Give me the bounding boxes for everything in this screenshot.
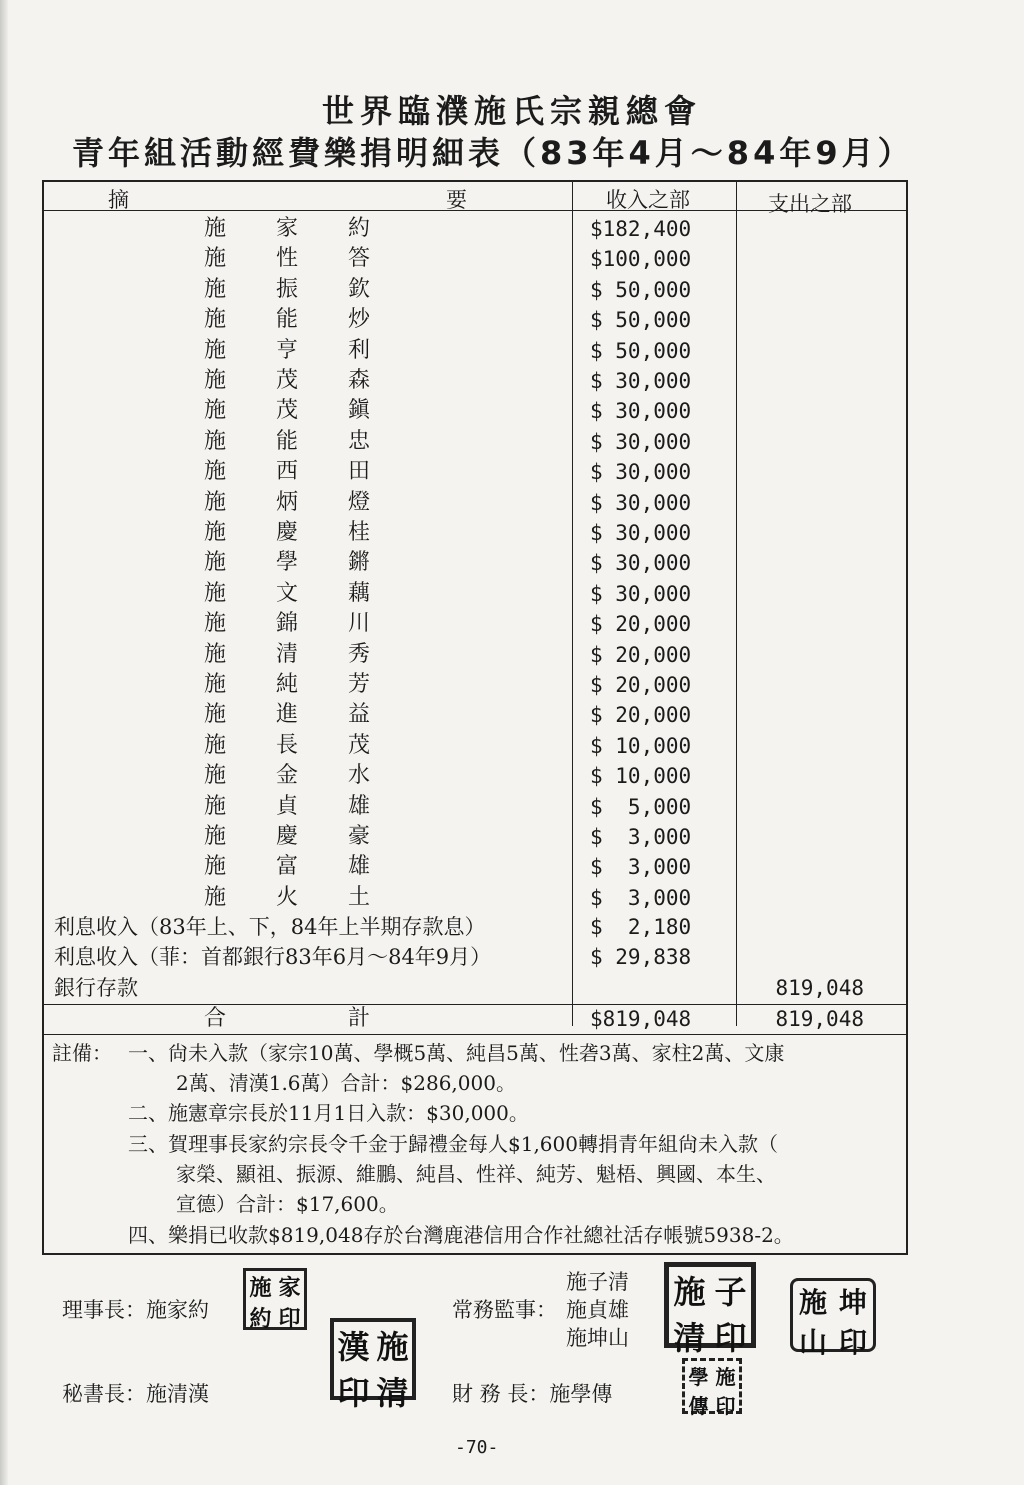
donor-row: [44, 488, 906, 518]
donor-amount: $ 30,000: [590, 521, 692, 545]
donor-name-char: 藕: [347, 580, 370, 606]
donor-name-char: 施: [203, 337, 226, 363]
donor-name-char: 施: [203, 246, 226, 272]
donor-row: [44, 275, 906, 305]
donor-row: [44, 244, 906, 274]
header-summary-left: 摘: [108, 188, 129, 212]
donor-amount: $ 20,000: [590, 642, 692, 667]
donor-name-char: 施: [203, 216, 226, 241]
total-income: $819,048: [590, 1007, 692, 1031]
donor-row: [44, 792, 906, 822]
note-1-line-2: 2萬、清漢1.6萬）合計：$286,000。: [176, 1071, 516, 1095]
donor-row: [44, 731, 906, 761]
donor-amount: $ 5,000: [590, 794, 692, 819]
note-3-line-1: 三、賀理事長家約宗長令千金于歸禮金每人$1,600轉捐青年組尙未入款（: [128, 1132, 778, 1156]
donor-name-char: 施: [203, 672, 226, 697]
donor-name-char: 茂: [275, 398, 298, 424]
donor-name-char: 桂: [347, 520, 370, 545]
donor-amount: $ 50,000: [590, 277, 692, 302]
donor-amount: $ 20,000: [590, 612, 692, 637]
note-2: 二、施憲章宗長於11月1日入款：$30,000。: [128, 1101, 529, 1125]
treasurer-signature: 財 務 長：施學傳: [452, 1382, 613, 1406]
interest-desc-2: 利息收入（菲：首都銀行83年6月～84年9月）: [54, 945, 492, 969]
donor-amount: $ 30,000: [590, 581, 692, 606]
donor-name-char: 貞: [275, 793, 298, 819]
donor-name-char: 答: [347, 246, 370, 272]
header-income: 收入之部: [606, 188, 690, 212]
donor-name-char: 秀: [347, 641, 370, 667]
donor-name-char: 忠: [347, 428, 370, 454]
donor-row: [44, 305, 906, 335]
donor-name-char: 金: [275, 763, 298, 789]
donor-name-char: 施: [203, 611, 226, 637]
secretary-seal-stamp: 漢 施 印 清: [330, 1318, 416, 1400]
donor-name-char: 施: [203, 489, 226, 515]
donor-name-char: 錦: [275, 611, 298, 637]
note-4: 四、樂捐已收款$819,048存於台灣鹿港信用合作社總社活存帳號5938-2。: [128, 1223, 794, 1247]
donor-name-char: 施: [203, 793, 226, 819]
supervisor-seal-stamp-2: 施 坤 山 印: [790, 1278, 876, 1352]
donor-name-char: 茂: [275, 368, 298, 393]
donor-name-char: 燈: [347, 489, 370, 515]
document-title: 世界臨濮施氏宗親總會: [321, 92, 702, 130]
note-1-line-1: 一、尙未入款（家宗10萬、學概5萬、純昌5萬、性砻3萬、家柱2萬、文康: [128, 1041, 785, 1065]
total-row: [44, 1004, 906, 1034]
donor-name-char: 慶: [275, 520, 298, 545]
donor-name-char: 亨: [275, 337, 298, 363]
donor-amount: $ 30,000: [590, 369, 692, 393]
donor-name-char: 施: [203, 520, 226, 545]
donor-name-char: 施: [203, 428, 226, 454]
donor-name-char: 炳: [275, 489, 298, 515]
chairman-signature: 理事長：施家約: [62, 1298, 209, 1322]
donor-row: [44, 852, 906, 882]
donor-amount: $ 50,000: [590, 338, 692, 363]
total-expense: 819,048: [775, 1007, 864, 1031]
donor-amount: $ 50,000: [590, 308, 692, 333]
supervisor-name-1: 施子清: [566, 1270, 629, 1294]
donor-row: [44, 548, 906, 578]
donor-name-char: 施: [203, 398, 226, 424]
note-3-line-3: 宣德）合計：$17,600。: [176, 1192, 399, 1216]
donor-name-char: 施: [203, 884, 226, 910]
donor-name-char: 鏘: [347, 550, 370, 576]
donor-name-char: 施: [203, 550, 226, 576]
donor-name-char: 施: [203, 459, 226, 485]
donor-name-char: 利: [347, 337, 370, 363]
donor-amount: $100,000: [590, 247, 692, 272]
donor-name-char: 文: [275, 580, 298, 606]
donor-name-char: 施: [203, 854, 226, 880]
donor-amount: $ 30,000: [590, 429, 692, 454]
donor-name-char: 施: [203, 824, 226, 849]
donor-row: [44, 670, 906, 700]
donor-name-char: 施: [203, 702, 226, 728]
interest-amount-2: $ 29,838: [590, 945, 692, 969]
interest-desc-1: 利息收入（83年上、下，84年上半期存款息）: [54, 915, 486, 939]
bank-row: [44, 973, 906, 1003]
donor-row: [44, 366, 906, 396]
secretary-signature: 秘書長：施清漢: [62, 1382, 209, 1406]
donor-amount: $ 3,000: [590, 825, 692, 849]
donor-amount: $ 3,000: [590, 885, 692, 910]
donor-row: [44, 457, 906, 487]
total-label-left: 合: [203, 1006, 226, 1031]
donor-name-char: 豪: [347, 824, 370, 849]
donor-name-char: 長: [275, 732, 298, 758]
donor-name-char: 純: [275, 672, 298, 697]
donor-amount: $ 30,000: [590, 399, 692, 424]
bank-desc: 銀行存款: [54, 976, 138, 1000]
donor-name-char: 振: [275, 276, 298, 302]
chairman-seal-stamp: 施 家 約 印: [243, 1268, 307, 1330]
supervisor-name-2: 施貞雄: [566, 1298, 629, 1322]
page-number: -70-: [455, 1437, 499, 1458]
donor-name-char: 進: [275, 702, 298, 728]
donor-name-char: 雄: [347, 793, 370, 819]
donor-name-char: 雄: [347, 854, 370, 880]
donor-name-char: 益: [347, 702, 370, 728]
donor-row: [44, 214, 906, 244]
supervisor-label: 常務監事：: [452, 1298, 557, 1322]
donor-name-char: 施: [203, 580, 226, 606]
donor-name-char: 施: [203, 276, 226, 302]
donor-row: [44, 396, 906, 426]
donor-name-char: 家: [275, 216, 298, 241]
donor-name-char: 西: [275, 459, 298, 485]
donor-name-char: 施: [203, 368, 226, 393]
donor-amount: $ 30,000: [590, 490, 692, 515]
donor-row: [44, 883, 906, 913]
donor-name-char: 學: [275, 550, 298, 576]
donor-amount: $ 10,000: [590, 733, 692, 758]
header-expense: 支出之部: [768, 192, 852, 216]
page-edge: [0, 0, 8, 1485]
donor-name-char: 鎭: [347, 398, 370, 424]
donor-amount: $ 30,000: [590, 551, 692, 576]
donor-name-char: 欽: [347, 276, 370, 302]
donor-row: [44, 822, 906, 852]
donor-name-char: 土: [347, 884, 370, 910]
notes-label: 註備：: [52, 1041, 112, 1065]
total-label-right: 計: [347, 1006, 370, 1031]
donor-name-char: 施: [203, 641, 226, 667]
donor-name-char: 川: [347, 611, 370, 637]
supervisor-seal-stamp-1: 施 子 清 印: [664, 1262, 756, 1348]
donor-name-char: 清: [275, 641, 298, 667]
interest-amount-1: $ 2,180: [590, 915, 692, 939]
donor-row: [44, 336, 906, 366]
donor-name-char: 能: [275, 428, 298, 454]
interest-row-1: [44, 912, 906, 942]
donor-name-char: 火: [275, 884, 298, 910]
donor-name-char: 性: [275, 246, 298, 272]
donor-row: [44, 609, 906, 639]
donor-row: [44, 518, 906, 548]
header-summary-right: 要: [446, 188, 467, 212]
donor-name-char: 施: [203, 732, 226, 758]
treasurer-seal-stamp: 學 施 傳 印: [682, 1358, 742, 1414]
donor-amount: $182,400: [590, 217, 692, 241]
document-subtitle: 青年組活動經費樂捐明細表（83年4月～84年9月）: [72, 134, 914, 172]
donor-name-char: 施: [203, 763, 226, 789]
notes-divider: [44, 1034, 906, 1035]
donor-row: [44, 700, 906, 730]
donor-name-char: 能: [275, 307, 298, 333]
donor-amount: $ 10,000: [590, 764, 692, 789]
donor-name-char: 慶: [275, 824, 298, 849]
donor-name-char: 田: [347, 459, 370, 485]
donor-name-char: 水: [347, 763, 370, 789]
donor-name-char: 富: [275, 854, 298, 880]
note-3-line-2: 家榮、顯祖、振源、維鵬、純昌、性祥、純芳、魁梧、興國、本生、: [176, 1162, 776, 1186]
donor-amount: $ 20,000: [590, 703, 692, 728]
donor-amount: $ 30,000: [590, 460, 692, 485]
ledger-table: [42, 180, 908, 1255]
donor-name-char: 茂: [347, 732, 370, 758]
donor-name-char: 炒: [347, 307, 370, 333]
donor-name-char: 森: [347, 368, 370, 393]
donor-name-char: 施: [203, 307, 226, 333]
donor-row: [44, 761, 906, 791]
donor-row: [44, 579, 906, 609]
donor-row: [44, 640, 906, 670]
donor-amount: $ 3,000: [590, 855, 692, 880]
supervisor-name-3: 施坤山: [566, 1326, 629, 1350]
donor-row: [44, 427, 906, 457]
donor-amount: $ 20,000: [590, 673, 692, 697]
interest-row-2: [44, 942, 906, 972]
donor-name-char: 約: [347, 216, 370, 241]
donor-name-char: 芳: [347, 672, 370, 697]
bank-expense: 819,048: [775, 976, 864, 1000]
